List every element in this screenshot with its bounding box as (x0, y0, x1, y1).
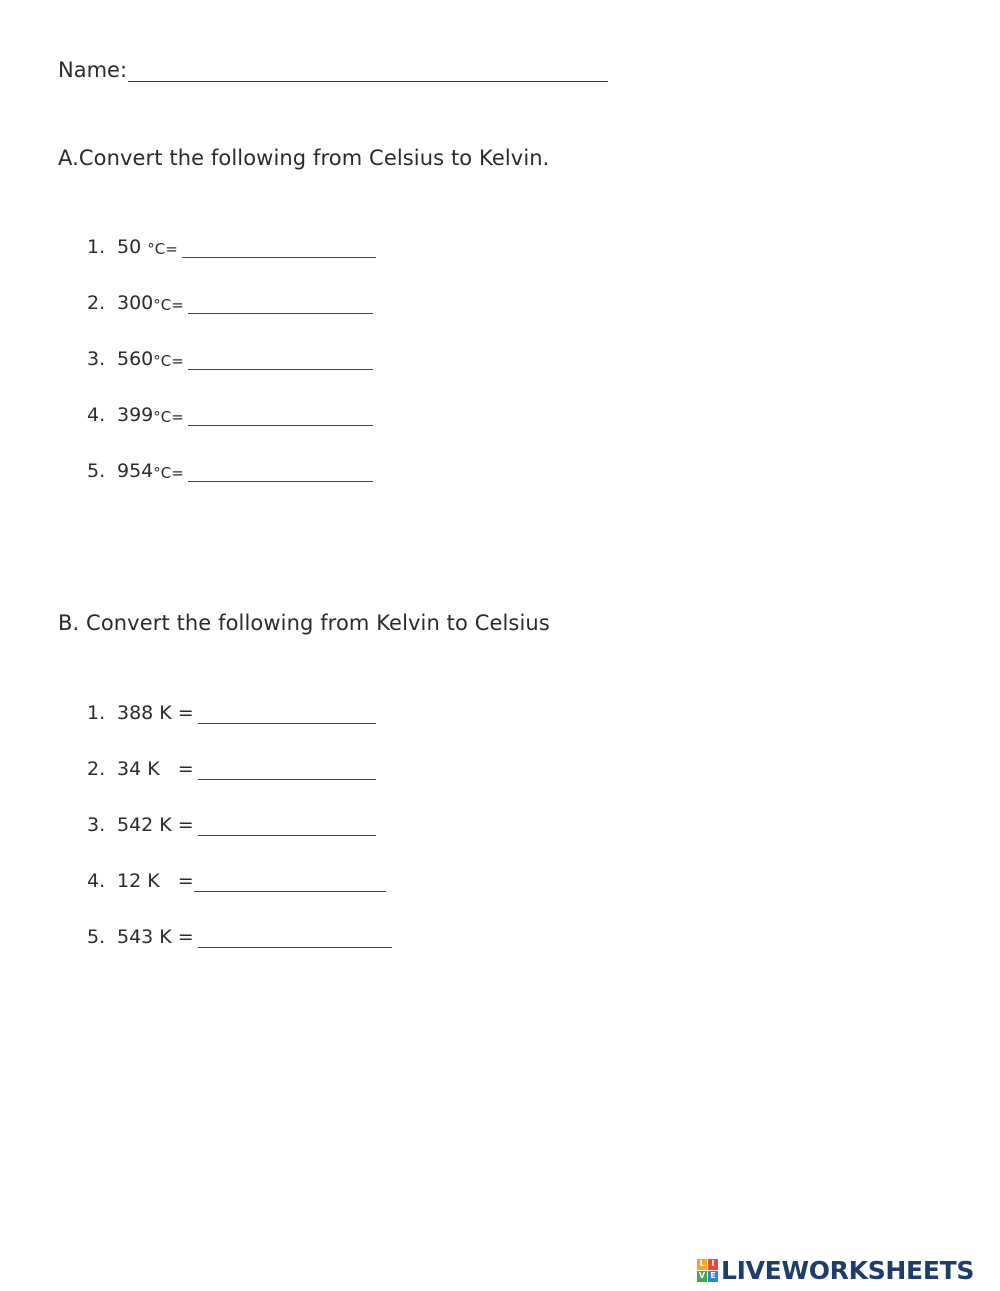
item-number: 2. (87, 758, 106, 780)
section-a-item-3 (87, 344, 373, 370)
section-b-item-5 (87, 922, 392, 948)
item-value: 300 (117, 292, 154, 314)
answer-blank[interactable] (198, 703, 376, 724)
item-number: 4. (87, 870, 106, 892)
logo-square: V (698, 1271, 706, 1280)
answer-blank[interactable] (188, 461, 373, 482)
item-expression: 12 K = (117, 870, 194, 892)
logo-square: I (708, 1259, 718, 1270)
answer-blank[interactable] (188, 405, 373, 426)
item-number: 3. (87, 348, 106, 370)
item-number: 1. (87, 236, 106, 258)
item-unit: °C (153, 464, 172, 482)
section-b-item-2 (87, 754, 376, 780)
logo-square: L (697, 1259, 707, 1270)
item-unit: °C (153, 352, 172, 370)
answer-blank[interactable] (198, 815, 376, 836)
item-equals: = (171, 296, 184, 314)
item-expression: 543 K = (117, 926, 194, 948)
section-b-item-4 (87, 866, 386, 892)
answer-blank[interactable] (198, 927, 392, 948)
logo-icon (697, 1259, 718, 1282)
item-unit: °C (147, 240, 166, 258)
item-expression: 34 K = (117, 758, 194, 780)
item-number: 4. (87, 404, 106, 426)
answer-blank[interactable] (188, 293, 373, 314)
liveworksheets-logo (697, 1255, 974, 1285)
name-label: Name: (58, 58, 128, 82)
section-a-item-5 (87, 456, 373, 482)
section-b-item-1 (87, 698, 376, 724)
item-equals: = (165, 240, 178, 258)
section-a-item-2 (87, 288, 373, 314)
name-input-line[interactable] (128, 59, 608, 82)
item-unit: °C (153, 408, 172, 426)
item-number: 5. (87, 460, 106, 482)
answer-blank[interactable] (182, 237, 376, 258)
item-number: 1. (87, 702, 106, 724)
item-equals: = (171, 352, 184, 370)
logo-square: E (708, 1271, 718, 1282)
answer-blank[interactable] (194, 871, 386, 892)
item-value: 954 (117, 460, 154, 482)
item-unit: °C (153, 296, 172, 314)
item-equals: = (171, 464, 184, 482)
name-row (58, 58, 608, 82)
item-value: 50 (117, 236, 148, 258)
answer-blank[interactable] (198, 759, 376, 780)
section-a-item-1 (87, 232, 376, 258)
item-equals: = (171, 408, 184, 426)
answer-blank[interactable] (188, 349, 373, 370)
item-number: 2. (87, 292, 106, 314)
section-a-item-4 (87, 400, 373, 426)
item-number: 5. (87, 926, 106, 948)
item-value: 399 (117, 404, 154, 426)
item-expression: 542 K = (117, 814, 194, 836)
item-expression: 388 K = (117, 702, 194, 724)
item-value: 560 (117, 348, 154, 370)
section-a-heading: A.Convert the following from Celsius to Kelvin. (58, 146, 550, 170)
logo-text: LIVEWORKSHEETS (721, 1255, 975, 1285)
section-b-item-3 (87, 810, 376, 836)
section-b-heading: B. Convert the following from Kelvin to Celsius (58, 611, 550, 635)
item-number: 3. (87, 814, 106, 836)
